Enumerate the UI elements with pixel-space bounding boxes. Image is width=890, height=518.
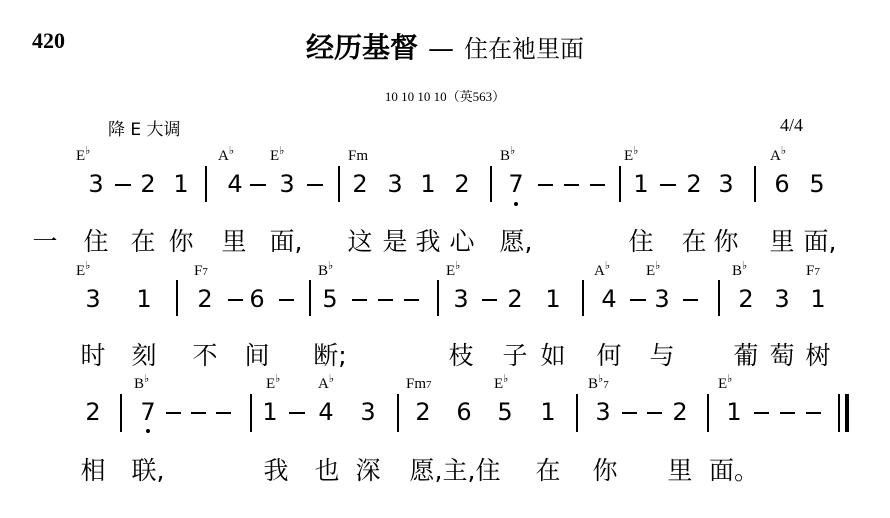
flat-sign: ♭ [279, 145, 285, 157]
barline [397, 394, 399, 432]
flat-sign: ♭ [503, 373, 509, 385]
lyric-syllable: 是 [382, 227, 408, 256]
lyric-syllable: 你 [713, 227, 739, 256]
chord-symbol [218, 145, 235, 165]
chord-symbol [718, 373, 733, 393]
duration-dash [279, 299, 294, 301]
note-number: 6 [456, 398, 472, 426]
chord-symbol [318, 373, 335, 393]
title-row [0, 26, 890, 66]
lyric-syllable: 时 [80, 341, 106, 370]
note-number: 3 [718, 170, 734, 198]
duration-dash [166, 412, 181, 414]
flat-sign: ♭ [633, 145, 639, 157]
flat-sign: ♭ [604, 260, 611, 272]
lyric-syllable: 子 [502, 341, 528, 370]
lyric-syllable: 与 [649, 341, 675, 370]
chord-symbol [806, 263, 820, 280]
flat-sign: ♭ [780, 145, 787, 157]
chord-extension: 7 [202, 266, 208, 278]
chord-root: B [318, 263, 329, 279]
lyric-syllable: 断; [313, 341, 347, 370]
chord-symbol [446, 260, 461, 280]
note-number: 3 [595, 398, 611, 426]
lyric-syllable: 葡 [733, 341, 759, 370]
duration-dash [590, 184, 605, 186]
note-number: 4 [601, 285, 617, 313]
barline [754, 166, 756, 202]
barline [619, 166, 621, 202]
note-number: 3 [453, 285, 469, 313]
note-number: 1 [726, 398, 742, 426]
duration-dash [754, 412, 769, 414]
note-number: 4 [227, 170, 243, 198]
lyric-syllable: 面, [803, 227, 837, 256]
note-number: 3 [387, 170, 403, 198]
flat-sign: ♭ [228, 145, 235, 157]
chord-root: B [500, 148, 511, 164]
barline [309, 280, 311, 316]
lyric-syllable: 一 [32, 227, 58, 256]
note-number: 2 [454, 170, 470, 198]
note-number: 2 [686, 170, 702, 198]
hymn-subtitle: 住在祂里面 [464, 35, 584, 63]
chord-symbol [732, 260, 748, 280]
chord-root: F [194, 263, 203, 279]
hymn-title: 经历基督 [305, 31, 418, 64]
note-number: 1 [262, 398, 278, 426]
lyric-syllable: 住 [628, 227, 654, 256]
duration-dash [191, 412, 206, 414]
lyric-syllable: 相 [80, 456, 106, 485]
chord-symbol [406, 376, 432, 393]
lyric-syllable: 我 [263, 456, 289, 485]
duration-dash [683, 299, 698, 301]
note-number: 7 [508, 170, 524, 198]
flat-sign: ♭ [742, 260, 748, 272]
note-number: 4 [318, 398, 334, 426]
chord-symbol [348, 148, 368, 165]
note-number: 5 [809, 170, 825, 198]
hymn-number: 420 [32, 28, 65, 53]
barline [120, 394, 122, 432]
note-number: 7 [140, 398, 156, 426]
lyric-syllable: 在 [535, 456, 561, 485]
lyric-syllable: 联, [131, 456, 165, 485]
duration-dash [250, 184, 266, 186]
barline [576, 394, 578, 432]
note-number: 2 [672, 398, 688, 426]
duration-dash [228, 299, 243, 301]
chord-symbol [266, 373, 281, 393]
octave-dot [146, 429, 150, 433]
time-signature: 4/4 [780, 115, 804, 135]
note-number: 5 [322, 285, 338, 313]
barline [338, 166, 340, 202]
flat-sign: ♭ [598, 373, 604, 385]
chord-root: A [594, 263, 605, 279]
chord-root: Fm [406, 376, 427, 392]
note-number: 2 [197, 285, 213, 313]
chord-root: E [494, 376, 504, 392]
chord-symbol [594, 260, 611, 280]
chord-symbol [588, 373, 609, 393]
chord-symbol [500, 145, 516, 165]
chord-root: E [76, 263, 86, 279]
chord-symbol [270, 145, 285, 165]
duration-dash [564, 184, 579, 186]
duration-dash [538, 184, 553, 186]
chord-extension: 7 [603, 379, 609, 391]
chord-root: E [446, 263, 456, 279]
note-number: 2 [507, 285, 523, 313]
chord-root: E [624, 148, 634, 164]
duration-dash [289, 412, 305, 414]
lyric-syllable: 这 [347, 227, 373, 256]
lyric-syllable: 间 [244, 341, 270, 370]
lyric-syllable: 里 [769, 227, 795, 256]
duration-dash [404, 299, 419, 301]
chord-root: E [646, 263, 656, 279]
chord-extension: 7 [426, 379, 432, 391]
flat-sign: ♭ [85, 145, 91, 157]
chord-root: A [770, 148, 781, 164]
note-number: 1 [540, 398, 556, 426]
chord-symbol [76, 145, 91, 165]
note-number: 1 [810, 285, 826, 313]
note-number: 1 [136, 285, 152, 313]
note-number: 1 [173, 170, 189, 198]
title-dash: — [428, 34, 454, 64]
duration-dash [647, 412, 662, 414]
lyric-syllable: 心 [449, 227, 475, 256]
lyric-syllable: 树 [805, 341, 831, 370]
barline [718, 280, 720, 316]
note-number: 1 [420, 170, 436, 198]
lyric-syllable: 愿, [499, 227, 533, 256]
lyric-syllable: 愿,主,住 [409, 456, 501, 485]
chord-root: B [134, 376, 145, 392]
lyric-syllable: 你 [168, 227, 194, 256]
duration-dash [378, 299, 393, 301]
chord-root: E [718, 376, 728, 392]
note-number: 3 [654, 285, 670, 313]
duration-dash [352, 299, 367, 301]
lyric-syllable: 在 [130, 227, 156, 256]
lyric-syllable: 如 [540, 341, 566, 370]
note-number: 1 [633, 170, 649, 198]
chord-extension: 7 [814, 266, 820, 278]
chord-symbol [76, 260, 91, 280]
chord-symbol [624, 145, 639, 165]
barline [250, 394, 252, 432]
flat-sign: ♭ [328, 260, 334, 272]
octave-dot [514, 202, 518, 206]
note-number: 6 [249, 285, 265, 313]
note-number: 3 [279, 170, 295, 198]
chord-symbol [770, 145, 787, 165]
lyric-syllable: 面, [269, 227, 303, 256]
lyric-syllable: 面。 [708, 456, 760, 485]
chord-root: A [318, 376, 329, 392]
chord-symbol [494, 373, 509, 393]
note-number: 6 [774, 170, 790, 198]
chord-root: B [732, 263, 743, 279]
lyric-syllable: 你 [592, 456, 618, 485]
key-signature: 降 E 大调 [108, 120, 181, 140]
lyric-syllable: 里 [221, 227, 247, 256]
note-number: 5 [497, 398, 513, 426]
flat-sign: ♭ [455, 260, 461, 272]
lyric-syllable: 何 [596, 341, 622, 370]
flat-sign: ♭ [510, 145, 516, 157]
barline [437, 280, 439, 316]
chord-root: B [588, 376, 599, 392]
note-number: 2 [352, 170, 368, 198]
duration-dash [115, 184, 131, 186]
duration-dash [630, 299, 646, 301]
lyric-syllable: 住 [83, 227, 109, 256]
chord-root: A [218, 148, 229, 164]
lyric-syllable: 不 [192, 341, 218, 370]
chord-root: E [266, 376, 276, 392]
chord-root: Fm [348, 148, 369, 164]
chord-symbol [134, 373, 150, 393]
lyric-syllable: 也 [314, 456, 340, 485]
note-number: 3 [774, 285, 790, 313]
lyric-syllable: 在 [681, 227, 707, 256]
note-number: 1 [545, 285, 561, 313]
barline [490, 166, 492, 202]
barline [176, 280, 178, 316]
lyric-syllable: 里 [667, 456, 693, 485]
flat-sign: ♭ [85, 260, 91, 272]
note-number: 2 [140, 170, 156, 198]
barline [205, 166, 207, 202]
duration-dash [660, 184, 676, 186]
lyric-syllable: 萄 [769, 341, 795, 370]
flat-sign: ♭ [144, 373, 150, 385]
chord-root: F [806, 263, 815, 279]
duration-dash [622, 412, 637, 414]
duration-dash [780, 412, 795, 414]
chord-symbol [318, 260, 334, 280]
note-number: 3 [88, 170, 104, 198]
barline [707, 394, 709, 432]
meter-line: 10 10 10 10（英563） [384, 89, 506, 104]
chord-symbol [646, 260, 661, 280]
chord-root: E [76, 148, 86, 164]
lyric-syllable: 深 [355, 456, 381, 485]
note-number: 2 [738, 285, 754, 313]
chord-root: E [270, 148, 280, 164]
lyric-syllable: 我 [415, 227, 441, 256]
note-number: 2 [415, 398, 431, 426]
lyric-syllable: 枝 [448, 341, 474, 370]
barline [582, 280, 584, 316]
note-number: 3 [85, 285, 101, 313]
duration-dash [307, 184, 323, 186]
duration-dash [216, 412, 231, 414]
duration-dash [482, 299, 497, 301]
flat-sign: ♭ [275, 373, 281, 385]
final-barline-thick [845, 394, 849, 432]
duration-dash [806, 412, 821, 414]
final-barline-thin [838, 394, 840, 432]
flat-sign: ♭ [727, 373, 733, 385]
note-number: 3 [360, 398, 376, 426]
flat-sign: ♭ [655, 260, 661, 272]
lyric-syllable: 刻 [131, 341, 157, 370]
note-number: 2 [85, 398, 101, 426]
chord-symbol [194, 263, 208, 280]
flat-sign: ♭ [328, 373, 335, 385]
